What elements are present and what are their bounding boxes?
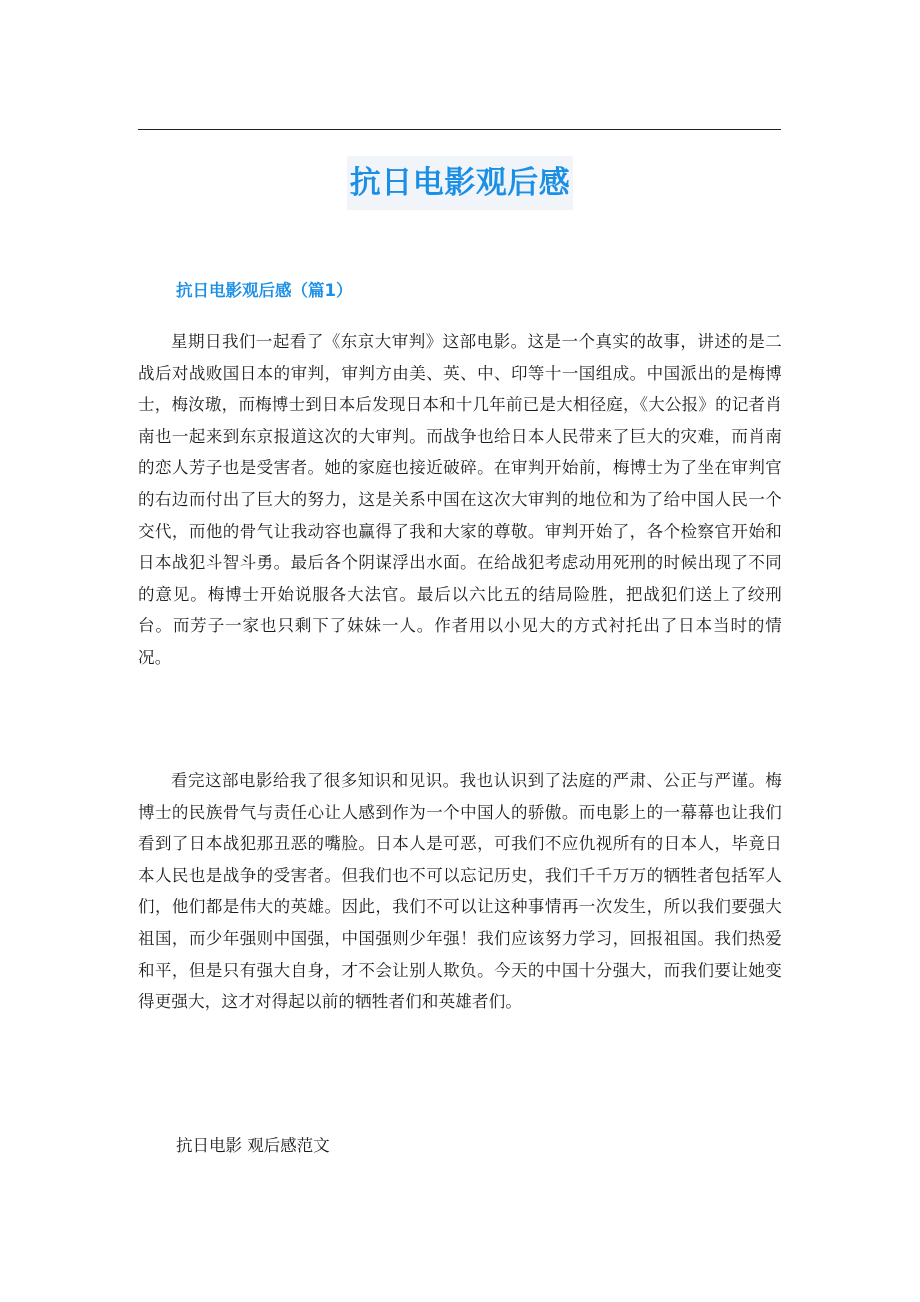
title-container [0, 156, 920, 210]
section-heading: 抗日电影观后感（篇1） [176, 281, 353, 300]
subheading: 抗日电影 观后感范文 [176, 1136, 330, 1155]
paragraph-2: 看完这部电影给我了很多知识和见识。我也认识到了法庭的严肃、公正与严谨。梅博士的民族骨气与责任心让人感到作为一个中国人的骄傲。而电影上的一幕幕也让我们看到了日本战犯那丑恶的嘴脸。日本人是可恶，可我们不应仇视所有的日本人，毕竟日本人民也是战争的受害者。但我们也不可以忘记历史，我们千千万万的牺牲者包括军人们，他们都是伟大的英雄。因此，我们不可以让这种事情再一次发生，所以我们要强大祖国，而少年强则中国强，中国强则少年强！我们应该努力学习，回报祖国。我们热爱和平，但是只有强大自身，才不会让别人欺负。今天的中国十分强大，而我们要让她变得更强大，这才对得起以前的牺牲者们和英雄者们。 [138, 771, 782, 1012]
header-rule [138, 129, 781, 130]
page-title: 抗日电影观后感 [347, 156, 574, 210]
paragraph-1: 星期日我们一起看了《东京大审判》这部电影。这是一个真实的故事，讲述的是二战后对战败国日本的审判，审判方由美、英、中、印等十一国组成。中国派出的是梅博士，梅汝璈，而梅博士到日本后发现日本和十几年前已是大相径庭，《大公报》的记者肖南也一起来到东京报道这次的大审判。而战争也给日本人民带来了巨大的灾难，而肖南的恋人芳子也是受害者。她的家庭也接近破碎。在审判开始前，梅博士为了坐在审判官的右边而付出了巨大的努力，这是关系中国在这次大审判的地位和为了给中国人民一个交代，而他的骨气让我动容也赢得了我和大家的尊敬。审判开始了，各个检察官开始和日本战犯斗智斗勇。最后各个阴谋浮出水面。在给战犯考虑动用死刑的时候出现了不同的意见。梅博士开始说服各大法官。最后以六比五的结局险胜，把战犯们送上了绞刑台。而芳子一家也只剩下了妹妹一人。作者用以小见大的方式衬托出了日本当时的情况。 [138, 332, 782, 667]
